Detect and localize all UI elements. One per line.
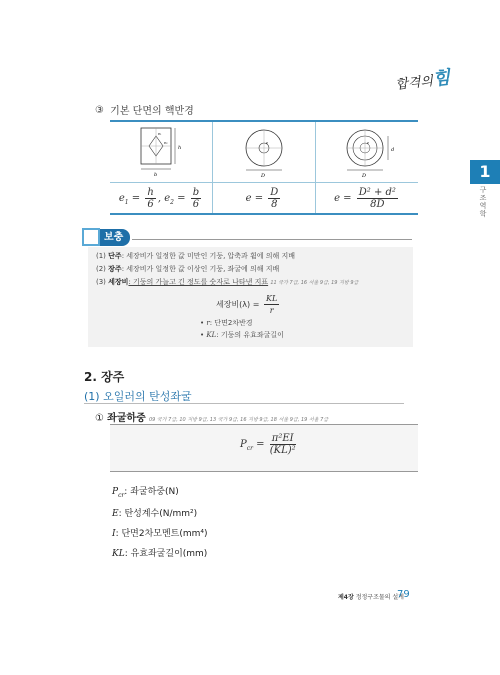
circle-section-figure — [214, 122, 314, 178]
item-term: 세장비 — [108, 278, 129, 286]
f1-sub1: 1 — [124, 198, 129, 206]
footer-chapter-num: 제4장 — [338, 594, 354, 601]
item-term: 단주 — [108, 252, 122, 260]
def-sym: r — [206, 319, 210, 327]
var-sym: KL — [112, 548, 125, 559]
supplement-icon — [82, 228, 100, 246]
item-term: 장주 — [108, 265, 122, 273]
f3-d: 8D — [370, 198, 385, 210]
var-sym: E — [112, 508, 119, 519]
var-text: : 유효좌굴길이(mm) — [124, 548, 208, 559]
section-2-heading: 2. 장주 — [84, 370, 125, 384]
e1-label: e₁ — [157, 132, 162, 136]
var-text: : 좌굴하중(N) — [124, 487, 179, 497]
f1-d1: 6 — [147, 198, 154, 210]
euler-formula-box — [110, 424, 418, 472]
subsection-underline — [84, 403, 404, 404]
var-i — [112, 526, 208, 539]
section-title: 기본 단면의 핵반경 — [110, 106, 194, 117]
subsection-1-heading: (1) 오일러의 탄성좌굴 — [84, 390, 192, 403]
var-e — [112, 506, 208, 519]
chapter-label: 구조역학 — [479, 186, 487, 218]
def-r: • r: 단면2차반경 — [200, 319, 253, 327]
section-number: ③ — [95, 105, 104, 116]
buckling-load-heading — [95, 409, 328, 424]
formula-num: KL — [265, 294, 278, 303]
section-3-heading — [95, 102, 194, 117]
euler-formula: $P_{cr}$ = $\frac{\text{π²EI}}{\text{(KL)²}}$ — [240, 433, 296, 456]
ring-figure-cell — [315, 121, 418, 183]
f2-d: 8 — [271, 198, 278, 210]
supplement-item-2 — [96, 264, 279, 274]
var-sym: I — [112, 528, 116, 539]
variable-list — [112, 484, 208, 566]
ring-section-figure — [317, 122, 417, 178]
f1-sub2: 2 — [170, 198, 174, 206]
inner-diameter-label: d — [390, 147, 395, 153]
euler-den: (KL)² — [269, 445, 296, 456]
f1-n1: h — [147, 186, 154, 198]
height-label: h — [177, 145, 182, 151]
buckling-exam-note: 09 국가 7급, 10 지방 9급, 13 국가 9급, 16 지방 9급, 18 서울 9급, 19 서울 7급 — [148, 417, 329, 423]
f3-e: e — [334, 192, 340, 204]
buckling-num: ① — [95, 413, 104, 424]
formula-den: r — [269, 306, 274, 315]
item-num: (1) — [96, 252, 106, 260]
item-text: : 세장비가 일정한 값 미만인 기둥, 압축과 휨에 의해 지배 — [121, 252, 296, 260]
width-label: b — [153, 172, 158, 178]
rect-kern-formula: $e_1$ = $\frac{h}{6}$ , $e_2$ = $\frac{b}{6}$ — [110, 183, 212, 215]
slenderness-formula: 세장비(λ) = $\frac{KL}{r}$ — [216, 294, 278, 315]
book-logo — [394, 63, 451, 95]
f2-e: e — [245, 192, 252, 204]
item-text: : 기둥의 가늘고 긴 정도를 숫자로 나타낸 지표 — [128, 278, 269, 286]
f3-frac — [357, 187, 398, 210]
rect-section-figure — [111, 122, 211, 178]
f1-frac1 — [145, 187, 155, 210]
e2-label: e₂ — [163, 141, 168, 145]
chapter-tab[interactable]: 1 — [470, 160, 500, 184]
rect-figure-cell — [110, 121, 212, 183]
f2-n: D — [270, 186, 279, 198]
diameter-label: D — [260, 173, 265, 178]
f3-n: D² + d² — [358, 186, 396, 198]
f1-sep: , — [157, 192, 162, 204]
euler-num: π²EI — [270, 433, 296, 445]
var-text: : 탄성계수(N/mm²) — [118, 508, 198, 519]
supplement-item-3 — [96, 277, 358, 287]
logo-big-text: 힘 — [431, 67, 452, 90]
kern-radius-table — [110, 120, 418, 215]
item-text: : 세장비가 일정한 값 이상인 기둥, 좌굴에 의해 지배 — [121, 265, 280, 273]
def-kl: • KL: 기둥의 유효좌굴길이 — [200, 331, 284, 339]
ring-kern-formula: e = $\frac{\text{D² + d²}}{8D}$ — [315, 183, 418, 215]
def-sym: KL — [206, 331, 217, 339]
logo-small-text: 합격의 — [394, 73, 434, 93]
f1-d2: 6 — [192, 198, 200, 210]
supplement-divider — [132, 239, 412, 240]
formula-frac — [264, 293, 279, 316]
def-text: : 기둥의 유효좌굴길이 — [216, 331, 284, 339]
formula-lhs: 세장비(λ) — [216, 300, 251, 309]
ring-e-label: e — [366, 141, 370, 145]
circle-kern-formula: e = $\frac{D}{8}$ — [212, 183, 315, 215]
var-kl — [112, 546, 208, 559]
footer-chapter-title: 정정구조물의 설계 — [355, 594, 404, 601]
def-text: : 단면2차반경 — [209, 319, 253, 327]
var-sym: P — [112, 487, 119, 497]
f1-frac2 — [191, 187, 201, 210]
f2-frac — [268, 187, 280, 210]
footer-chapter — [338, 592, 404, 601]
supplement-tag: 보충 — [88, 229, 130, 246]
euler-sub: cr — [246, 445, 253, 452]
exam-note: 11 국가 7급, 16 서울 9급, 19 지방 9급 — [270, 280, 359, 286]
circle-figure-cell — [212, 121, 315, 183]
var-text: : 단면2차모멘트(mm⁴) — [115, 528, 208, 539]
item-num: (2) — [96, 265, 106, 273]
f1-e2: e — [164, 192, 171, 204]
buckling-term: 좌굴하중 — [107, 413, 146, 424]
euler-frac — [270, 433, 296, 456]
var-pcr — [112, 484, 208, 499]
page-number: 79 — [397, 589, 410, 600]
euler-lhs: P — [240, 439, 247, 450]
supplement-box — [88, 247, 413, 347]
supplement-item-1 — [96, 251, 295, 261]
var-sub: cr — [118, 491, 125, 499]
f1-e: e — [118, 192, 125, 204]
outer-diameter-label: D — [361, 173, 366, 178]
item-num: (3) — [96, 278, 106, 286]
f1-n2: b — [192, 186, 200, 198]
circle-e-label: e — [265, 141, 269, 145]
